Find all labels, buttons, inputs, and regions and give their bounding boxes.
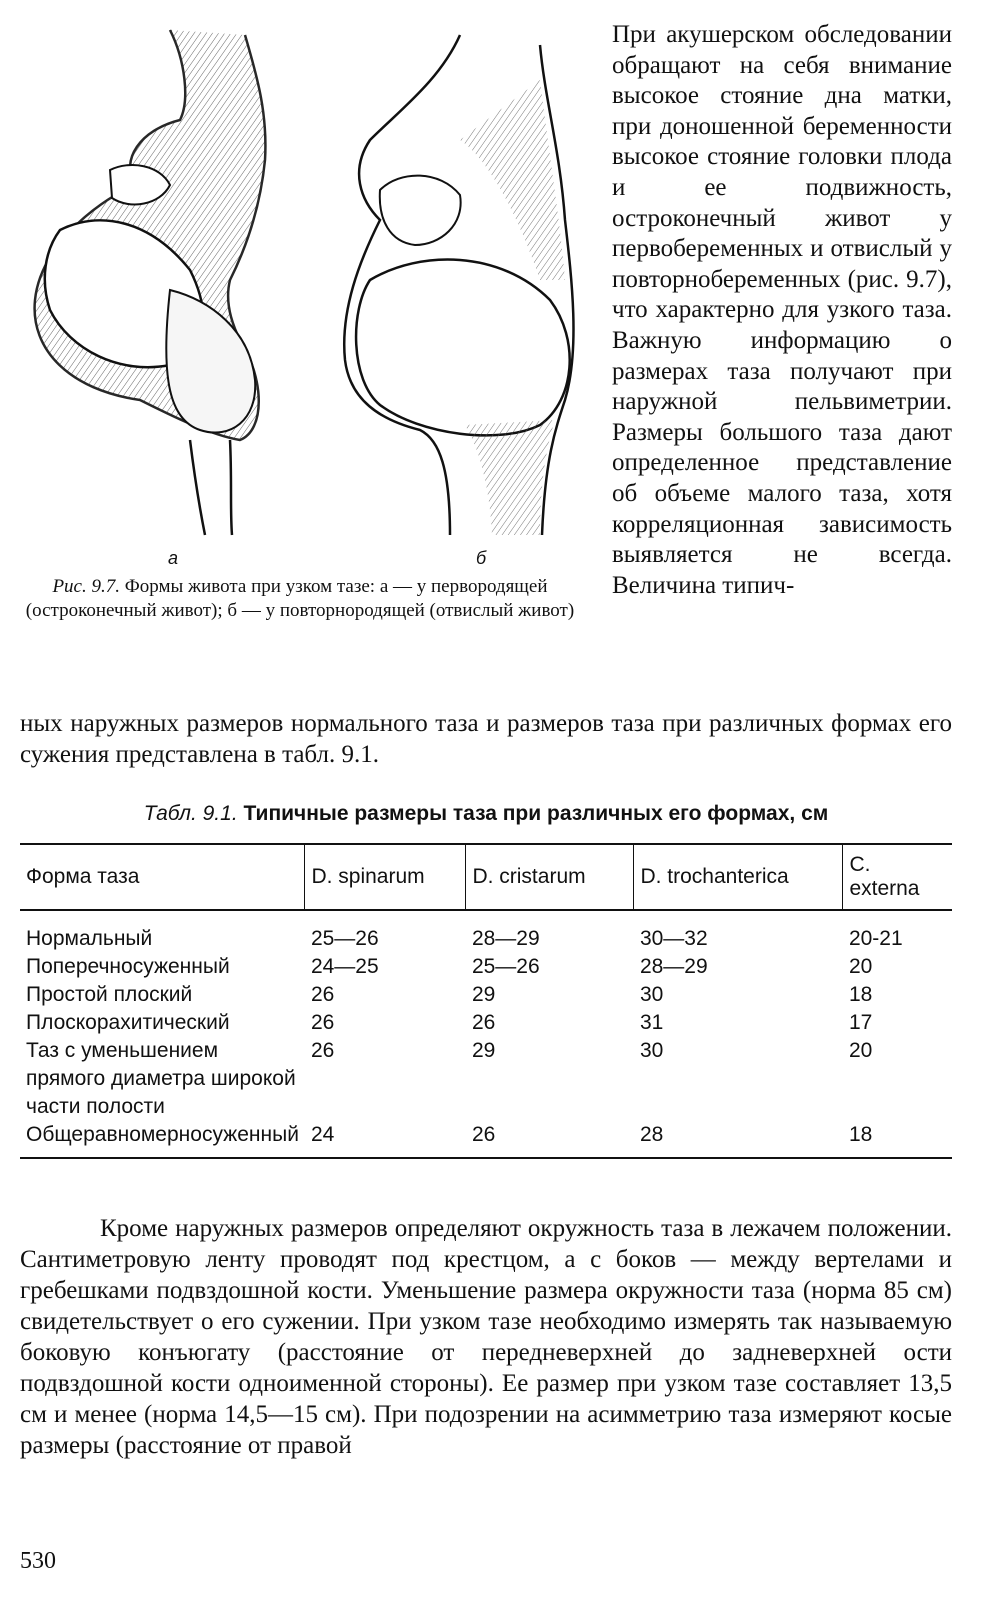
cell-value: 26 (310, 1039, 335, 1062)
cell-value: 24—25 (310, 955, 379, 978)
cell-value: 30 (639, 1039, 664, 1062)
cell-value: 26 (466, 1121, 634, 1158)
caption-lead: Рис. 9.7. (52, 576, 120, 597)
cell-value: 30—32 (639, 927, 708, 950)
cell-value: 20 (848, 1039, 873, 1062)
cell-value: 26 (310, 1011, 335, 1034)
cell-form: Таз с уменьшением прямого диаметра широкой части полости (26, 1039, 296, 1118)
page-number: 530 (20, 1548, 56, 1574)
cell-form: Поперечносуженный (26, 955, 230, 978)
table-row (20, 1009, 952, 1037)
intro-paragraph-tail: ных наружных размеров нормального таза и размеров таза при различных формах его сужения представлена в табл. 9.1. (20, 710, 952, 768)
cell-value: 29 (471, 983, 496, 1006)
caption-text: Формы живота при узком тазе: а — у первородящей (остроконечный живот); б — у повторнородящей (отвислый живот) (25, 576, 575, 621)
torso-pendulous-belly-icon (344, 35, 573, 535)
table-row (20, 1037, 952, 1121)
cell-value: 26 (310, 983, 335, 1006)
table-title-lead: Табл. 9.1. (143, 802, 238, 825)
cell-value: 24 (305, 1121, 466, 1158)
header-c-externa: C. externa (843, 844, 952, 910)
table-row (20, 1121, 952, 1158)
cell-value: 30 (639, 983, 664, 1006)
header-d-cristarum: D. cristarum (466, 844, 634, 910)
cell-form: Простой плоский (26, 983, 193, 1006)
cell-value: 25—26 (471, 955, 540, 978)
pregnant-torso-illustration (20, 20, 580, 550)
cell-value: 28—29 (639, 955, 708, 978)
cell-value: 25—26 (310, 927, 379, 950)
cell-form: Плоскорахитический (26, 1011, 230, 1034)
cell-value: 28—29 (471, 927, 540, 950)
table-row (20, 910, 952, 953)
cell-value: 17 (848, 1011, 873, 1034)
pelvis-dimensions-table (20, 843, 952, 1159)
table-title-text: Типичные размеры таза при различных его формах, см (243, 802, 829, 825)
panel-label-a: а (168, 548, 179, 568)
table-title (20, 802, 952, 826)
cell-form: Нормальный (26, 927, 153, 950)
table-row (20, 953, 952, 981)
cell-value: 20-21 (848, 927, 903, 950)
intro-paragraph-column: При акушерском обследовании обращают на себя внимание высокое стояние дна матки, при доношенной беременности высокое стояние головки плода и ее подвижность, остроконечный живот у первобеременных и отвислый у повторнобеременных (рис. 9.7), что характерно для узкого таза. Важную информацию о размерах таза получают при наружной пельвиметрии. Размеры большого таза дают определенное представление об объеме малого таза, хотя корреляционная зависимость выявляется не всегда. Величина типич- (612, 21, 952, 599)
table-row (20, 981, 952, 1009)
figure-caption (20, 575, 580, 623)
cell-value: 18 (843, 1121, 952, 1158)
header-d-trochanterica: D. trochanterica (634, 844, 843, 910)
cell-value: 31 (639, 1011, 664, 1034)
figure-9-7 (20, 20, 580, 660)
torso-pointed-belly-icon (35, 30, 266, 535)
cell-form: Общеравномерносуженный (20, 1121, 305, 1158)
header-pelvis-form: Форма таза (20, 844, 305, 910)
cell-value: 29 (471, 1039, 496, 1062)
panel-label-b: б (476, 548, 487, 568)
cell-value: 18 (848, 983, 873, 1006)
cell-value: 20 (848, 955, 873, 978)
table-header-row (20, 844, 952, 910)
body-paragraph: Кроме наружных размеров определяют окружность таза в лежачем положении. Сантиметровую ленту проводят под крестцом, а с боков — между вертелами и гребешками подвздошной кости. Уменьшение размера окружности таза (норма 85 см) свидетельствует о его сужении. При узком тазе необходимо измерять так называемую боковую конъюгату (расстояние от передневерхней до задневерхней ости подвздошной кости одноименной стороны). Ее размер при узком тазе составляет 13,5 см и менее (норма 14,5—15 см). При подозрении на асимметрию таза измеряют косые размеры (расстояние от правой (20, 1215, 952, 1459)
cell-value: 26 (471, 1011, 496, 1034)
cell-value: 28 (634, 1121, 843, 1158)
header-d-spinarum: D. spinarum (305, 844, 466, 910)
